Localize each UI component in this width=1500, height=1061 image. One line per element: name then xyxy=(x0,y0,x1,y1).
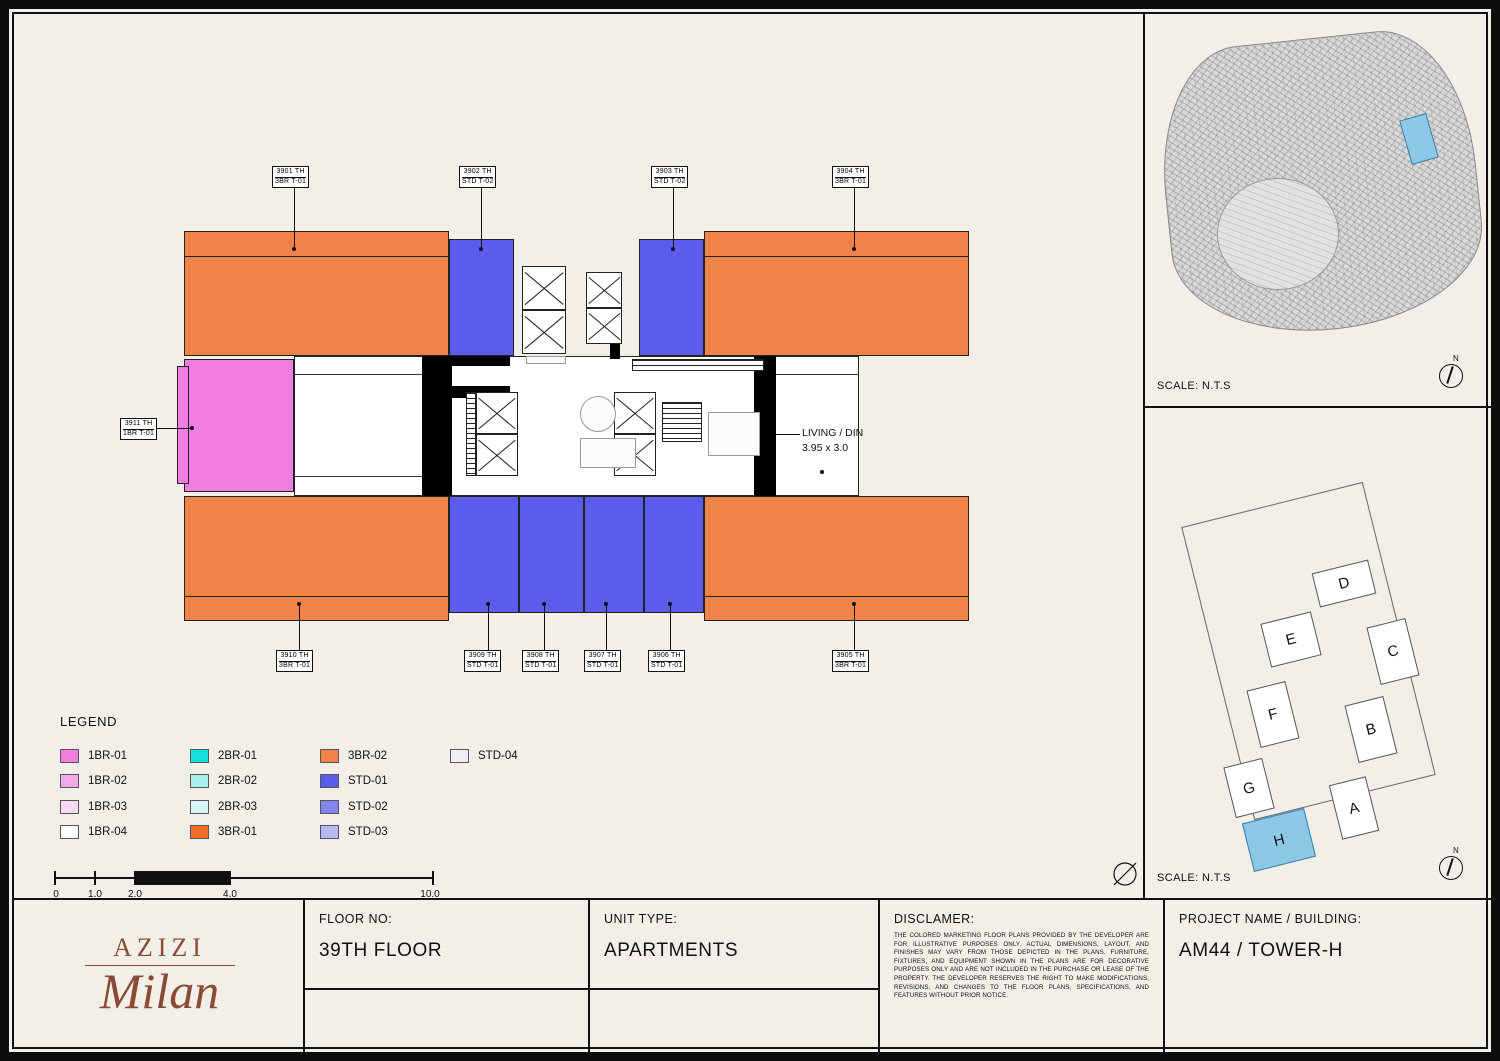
legend-label: STD-02 xyxy=(348,800,388,813)
legend-item xyxy=(320,769,450,795)
title-block xyxy=(14,900,1496,1052)
furniture-bed xyxy=(708,412,760,456)
unit-tag-type: STD T-01 xyxy=(525,661,557,669)
title-block-floor-cell xyxy=(305,900,590,1052)
scale-label: 4.0 xyxy=(223,889,237,900)
legend-item xyxy=(320,820,450,846)
unit-tag-id: 3904 TH xyxy=(835,168,866,178)
legend-label: 3BR-02 xyxy=(348,749,387,762)
key-plan-scale-note: SCALE: N.T.S xyxy=(1157,872,1231,884)
legend-item xyxy=(190,769,320,795)
leader-dot-living xyxy=(820,470,824,474)
disclaimer-text: THE COLORED MARKETING FLOOR PLANS PROVIDED BY THE DEVELOPER ARE FOR ILLUSTRATIVE PURPOSES ONLY. ACTUAL DIMENSIONS, LAYOUT, AND FINISHES MAY VARY FROM THOSE DEPICTED IN THE PLANS. FURNITURE, FIXTURES, AND EQUIPMENT SHOWN IN THE PLANS ARE FOR DECORATIVE PURPOSES ONLY AND ARE NOT INCLUDED IN THE PURCHASE OR LEASE OF THE PROPERTY. THE DEVELOPER RESERVES THE RIGHT TO MAKE MODIFICATIONS, REVISIONS, AND CHANGES TO THE FLOOR PLANS, SPECIFICATIONS, AND FEATURES WITHOUT PRIOR NOTICE. xyxy=(894,932,1149,1000)
unit-tag-type: STD T-02 xyxy=(462,177,494,185)
leader-line-3905 xyxy=(854,604,855,650)
furniture-sofa xyxy=(580,438,636,468)
shaft-hatch-3 xyxy=(586,272,622,308)
legend-item xyxy=(60,794,190,820)
shear-wall-left xyxy=(422,356,452,496)
north-label: N xyxy=(1453,354,1459,363)
top-band-divider-right xyxy=(704,256,969,257)
unit-block-3911 xyxy=(184,359,294,492)
scale-bar xyxy=(53,871,440,900)
unit-tag-id: 3903 TH xyxy=(654,168,685,178)
scale-bar-graphic xyxy=(54,871,434,885)
legend-item xyxy=(320,743,450,769)
unit-tag-3902 xyxy=(459,166,496,188)
unit-tag-id: 3902 TH xyxy=(462,168,493,178)
unit-tag-3909 xyxy=(464,650,501,672)
stair-left xyxy=(466,392,476,476)
legend-swatch xyxy=(60,825,79,839)
scale-label: 0 xyxy=(53,889,59,900)
legend-label: 1BR-04 xyxy=(88,826,127,839)
leader-line-3910 xyxy=(299,604,300,650)
site-map-panel xyxy=(1145,14,1496,408)
unit-tag-3906 xyxy=(648,650,685,672)
room-label-living-dims: 3.95 x 3.0 xyxy=(802,442,849,454)
floor-cell-subrow xyxy=(305,988,588,1052)
leader-line-3907 xyxy=(606,604,607,650)
unit-cell-subrow xyxy=(590,988,878,1052)
leader-line-3902 xyxy=(481,184,482,248)
shaft-hatch-4 xyxy=(586,308,622,344)
lift-hatch-left-1 xyxy=(476,392,518,434)
legend-grid xyxy=(60,743,620,845)
key-plan-north-icon xyxy=(1435,846,1469,880)
legend-item xyxy=(190,820,320,846)
legend-swatch xyxy=(320,800,339,814)
legend-swatch xyxy=(60,774,79,788)
leader-line-3911 xyxy=(154,428,192,429)
key-plan-panel xyxy=(1145,410,1496,900)
bottom-band-divider xyxy=(184,596,449,597)
unit-tag-3905 xyxy=(832,650,869,672)
scale-label: 10.0 xyxy=(420,889,440,900)
plan-orientation-icon xyxy=(1110,859,1140,889)
site-map-scale-note: SCALE: N.T.S xyxy=(1157,380,1231,392)
legend-label: 1BR-02 xyxy=(88,775,127,788)
site-boundary xyxy=(1151,22,1492,345)
legend-item-empty xyxy=(450,769,580,795)
unit-block-3906 xyxy=(644,496,704,613)
unit-tag-type: 3BR T-01 xyxy=(275,177,307,185)
legend-label: STD-03 xyxy=(348,826,388,839)
unit-tag-3907 xyxy=(584,650,621,672)
unit-tag-id: 3907 TH xyxy=(587,652,618,662)
legend-swatch xyxy=(450,749,469,763)
legend-swatch xyxy=(190,825,209,839)
key-plan-graphic xyxy=(1185,470,1455,850)
corridor-line-3 xyxy=(776,374,859,375)
leader-line-3901 xyxy=(294,184,295,248)
legend-swatch xyxy=(60,800,79,814)
scale-label: 1.0 xyxy=(88,889,102,900)
leader-line-3906 xyxy=(670,604,671,650)
lift-hatch-left-2 xyxy=(476,434,518,476)
key-building-label: G xyxy=(1241,778,1257,798)
scale-tick xyxy=(54,871,56,885)
legend-label: STD-04 xyxy=(478,749,518,762)
unit-tag-3908 xyxy=(522,650,559,672)
brand-logo xyxy=(14,900,305,1052)
floor-no-value: 39TH FLOOR xyxy=(319,940,443,961)
unit-tag-id: 3901 TH xyxy=(275,168,306,178)
scale-tick xyxy=(134,871,136,885)
unit-tag-3910 xyxy=(276,650,313,672)
key-building-label: F xyxy=(1266,705,1280,724)
furniture-round-table xyxy=(580,396,616,432)
leader-line-3904 xyxy=(854,184,855,248)
legend-label: STD-01 xyxy=(348,775,388,788)
unit-tag-type: STD T-01 xyxy=(467,661,499,669)
legend-label: 2BR-03 xyxy=(218,800,257,813)
legend-swatch xyxy=(320,825,339,839)
title-block-project-cell xyxy=(1165,900,1496,1052)
legend-item xyxy=(190,794,320,820)
unit-type-label: UNIT TYPE: xyxy=(604,912,678,926)
unit-block-3902 xyxy=(449,239,514,356)
shaft-hatch-2 xyxy=(522,310,566,354)
key-building-label: A xyxy=(1347,798,1361,818)
project-name-value: AM44 / TOWER-H xyxy=(1179,940,1343,961)
unit-tag-3901 xyxy=(272,166,309,188)
legend-item xyxy=(320,794,450,820)
legend-item-empty xyxy=(450,794,580,820)
unit-tag-3904 xyxy=(832,166,869,188)
unit-tag-id: 3911 TH xyxy=(123,420,154,430)
unit-tag-id: 3908 TH xyxy=(525,652,556,662)
site-map-north-icon xyxy=(1435,354,1469,388)
unit-tag-3911 xyxy=(120,418,157,440)
legend-swatch xyxy=(190,774,209,788)
floor-no-label: FLOOR NO: xyxy=(319,912,393,926)
legend-label: 2BR-01 xyxy=(218,749,257,762)
scale-tick xyxy=(432,871,434,885)
north-label: N xyxy=(1453,846,1459,855)
title-block-unit-cell xyxy=(590,900,880,1052)
leader-line-living xyxy=(776,434,800,435)
title-block-logo-cell xyxy=(14,900,305,1052)
unit-tag-type: 3BR T-01 xyxy=(279,661,311,669)
brand-name: AZIZI xyxy=(113,932,206,962)
legend-label: 1BR-01 xyxy=(88,749,127,762)
legend-swatch xyxy=(320,749,339,763)
unit-block-3907 xyxy=(584,496,644,613)
unit-block-3901 xyxy=(184,231,449,356)
unit-tag-type: 3BR T-01 xyxy=(835,661,867,669)
brand-sub-name: Milan xyxy=(99,962,220,1019)
unit-block-3903 xyxy=(639,239,704,356)
right-column xyxy=(1145,14,1496,900)
legend-swatch xyxy=(190,749,209,763)
site-central-feature xyxy=(1217,178,1339,290)
top-band-divider xyxy=(184,256,449,257)
leader-line-3908 xyxy=(544,604,545,650)
legend-item xyxy=(450,743,580,769)
key-building-label: E xyxy=(1284,630,1298,649)
unit-tag-id: 3909 TH xyxy=(467,652,498,662)
legend-label: 3BR-01 xyxy=(218,826,257,839)
unit-block-3908 xyxy=(519,496,584,613)
corridor-line-1 xyxy=(294,374,422,375)
lift-hatch-mid-1 xyxy=(614,392,656,434)
disclaimer-label: DISCLAMER: xyxy=(894,912,975,926)
bottom-band-divider-right xyxy=(704,596,969,597)
unit-block-3911-tail xyxy=(177,366,189,484)
legend-label: 1BR-03 xyxy=(88,800,127,813)
corridor-line-2 xyxy=(294,476,422,477)
title-block-disclaimer-cell xyxy=(880,900,1165,1052)
legend-item xyxy=(190,743,320,769)
room-label-living-name: LIVING / DIN xyxy=(802,427,864,439)
unit-tag-type: 1BR T-01 xyxy=(123,429,155,437)
legend-label: 2BR-02 xyxy=(218,775,257,788)
scale-label: 2.0 xyxy=(128,889,142,900)
legend-item-empty xyxy=(450,820,580,846)
unit-type-value: APARTMENTS xyxy=(604,940,739,961)
scale-tick xyxy=(94,871,96,885)
furniture-counter xyxy=(526,356,566,364)
legend-item xyxy=(60,743,190,769)
unit-tag-3903 xyxy=(651,166,688,188)
unit-tag-id: 3906 TH xyxy=(651,652,682,662)
scale-bar-line xyxy=(54,877,434,879)
legend-item xyxy=(60,820,190,846)
key-building-label: B xyxy=(1364,720,1378,739)
unit-block-3905 xyxy=(704,496,969,621)
legend-title: LEGEND xyxy=(60,714,118,729)
project-name-label: PROJECT NAME / BUILDING: xyxy=(1179,912,1362,926)
unit-tag-type: STD T-01 xyxy=(651,661,683,669)
floor-plan-drawing xyxy=(14,14,1145,714)
leader-line-3909 xyxy=(488,604,489,650)
unit-block-3910 xyxy=(184,496,449,621)
legend xyxy=(60,714,620,845)
unit-block-3909 xyxy=(449,496,519,613)
unit-block-3904 xyxy=(704,231,969,356)
leader-line-3903 xyxy=(673,184,674,248)
stair-center xyxy=(662,402,702,442)
site-map-graphic xyxy=(1159,28,1481,358)
key-building-label: C xyxy=(1385,641,1401,662)
unit-tag-type: STD T-02 xyxy=(654,177,686,185)
unit-tag-id: 3905 TH xyxy=(835,652,866,662)
legend-swatch xyxy=(60,749,79,763)
scale-tick xyxy=(229,871,231,885)
stair-corridor-top xyxy=(632,359,764,371)
legend-item xyxy=(60,769,190,795)
scale-bar-labels xyxy=(53,889,440,900)
scale-bar-fill xyxy=(134,871,229,885)
key-building-label: D xyxy=(1336,573,1352,594)
legend-swatch xyxy=(190,800,209,814)
legend-swatch xyxy=(320,774,339,788)
key-building-label: H xyxy=(1271,830,1287,850)
wall-stub-top-left xyxy=(452,356,510,366)
shaft-hatch-1 xyxy=(522,266,566,310)
unit-tag-type: STD T-01 xyxy=(587,661,619,669)
unit-tag-type: 3BR T-01 xyxy=(835,177,867,185)
unit-tag-id: 3910 TH xyxy=(279,652,310,662)
floor-plan-area xyxy=(14,14,1145,900)
